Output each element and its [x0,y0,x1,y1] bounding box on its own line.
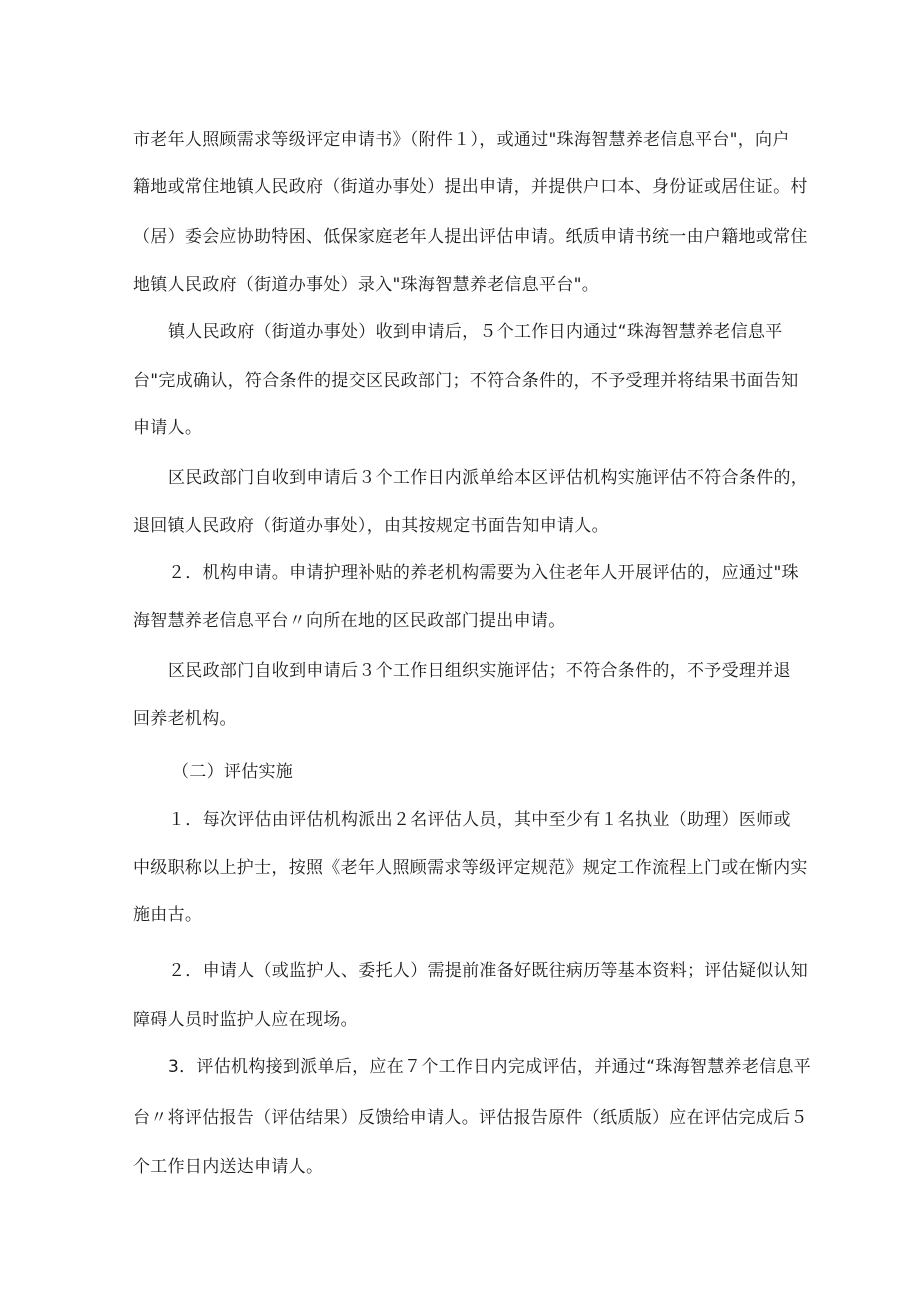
paragraph-line: 区民政部门自收到申请后３个工作日组织实施评估；不符合条件的，不予受理并退 [168,661,791,681]
paragraph-line: 施由古。 [133,905,203,925]
paragraph-line: 地镇人民政府（街道办事处）录入"珠海智慧养老信息平台"。 [133,275,600,295]
paragraph-line: （居）委会应协助特困、低保家庭老年人提出评估申请。纸质申请书统一由户籍地或常住 [133,227,808,247]
section-heading: （二）评估实施 [172,762,294,782]
paragraph-line: 中级职称以上护士，按照《老年人照顾需求等级评定规范》规定工作流程上门或在惭内实 [133,858,808,878]
paragraph-line: 台"完成确认，符合条件的提交区民政部门；不符合条件的，不予受理并将结果书面告知 [133,371,799,391]
paragraph-line: 回养老机构。 [133,709,237,729]
paragraph-line: 台〃将评估报告（评估结果）反馈给申请人。评估报告原件（纸质版）应在评估完成后５ [133,1108,808,1128]
paragraph-line: 3．评估机构接到派单后，应在７个工作日内完成评估，并通过“珠海智慧养老信息平 [168,1057,812,1077]
paragraph-line: 籍地或常住地镇人民政府（街道办事处）提出申请，并提供户口本、身份证或居住证。村 [133,177,808,197]
paragraph-line: ２．申请人（或监护人、委托人）需提前准备好既往病历等基本资料；评估疑似认知 [168,961,809,981]
paragraph-line: 障碍人员时监护人应在现场。 [133,1010,358,1030]
paragraph-line: 退回镇人民政府（街道办事处），由其按规定书面告知申请人。 [133,516,609,536]
paragraph-line: 海智慧养老信息平台〃向所在地的区民政部门提出申请。 [133,611,566,631]
paragraph-line: ２．机构申请。申请护理补贴的养老机构需要为入住老年人开展评估的，应通过"珠 [168,563,799,583]
paragraph-line: １．每次评估由评估机构派出２名评估人员，其中至少有１名执业（助理）医师或 [168,810,791,830]
paragraph-line: 申请人。 [133,418,203,438]
paragraph-line: 市老年人照顾需求等级评定申请书》（附件１），或通过"珠海智慧养老信息平台"，向户 [133,130,790,150]
paragraph-line: 镇人民政府（街道办事处）收到申请后，５个工作日内通过“珠海智慧养老信息平 [168,322,783,342]
paragraph-line: 区民政部门自收到申请后３个工作日内派单给本区评估机构实施评估不符合条件的， [168,468,809,488]
paragraph-line: 个工作日内送达申请人。 [133,1157,324,1177]
